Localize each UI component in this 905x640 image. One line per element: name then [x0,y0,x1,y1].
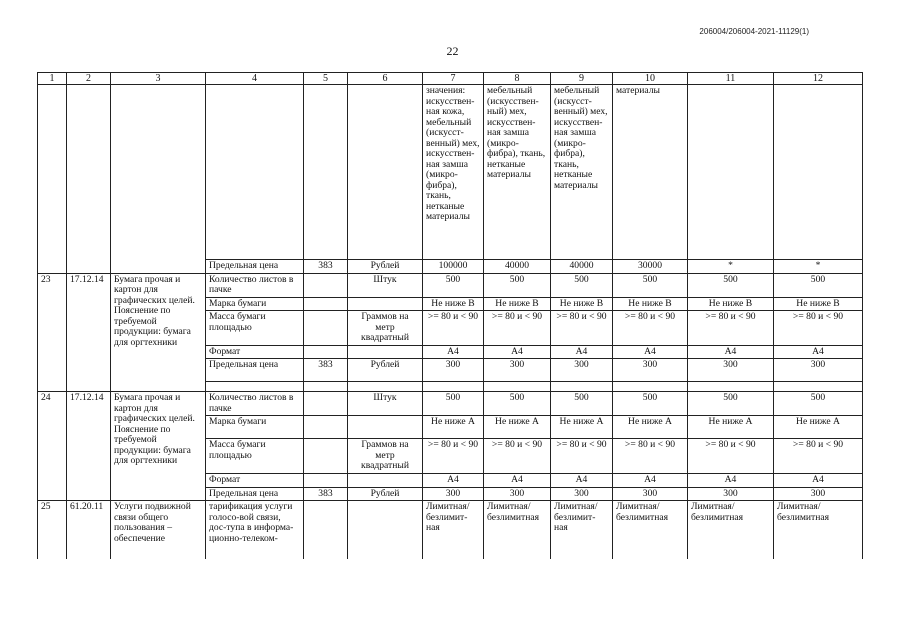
table-cell: 24 [38,392,67,501]
table-cell: Рублей [348,359,423,382]
table-cell: Не ниже В [613,297,688,311]
table-cell: 30000 [613,260,688,274]
table-row [38,392,863,416]
table-cell: 500 [613,273,688,297]
table-cell: 300 [688,359,774,382]
table-cell: 300 [423,359,484,382]
table-cell: Количество листов в пачке [206,273,304,297]
table-cell: А4 [613,474,688,488]
col-header: 6 [348,73,423,85]
table-cell: Не ниже В [774,297,863,311]
table-cell: 40000 [484,260,551,274]
table-cell: 300 [613,487,688,501]
table-cell: 500 [484,392,551,416]
table-cell: 383 [304,359,348,382]
table-cell: Не ниже В [484,297,551,311]
table-cell: Граммов на метр квадратный [348,311,423,346]
table-row [38,85,863,260]
table-cell: 40000 [551,260,613,274]
column-number-row [38,73,863,85]
table-cell: 300 [484,359,551,382]
table-cell: А4 [551,345,613,359]
table-cell: 300 [774,487,863,501]
table-cell: 17.12.14 [67,392,111,501]
table-cell: А4 [423,345,484,359]
table-cell: А4 [688,474,774,488]
table-cell: 383 [304,487,348,501]
table-cell: Не ниже В [688,297,774,311]
table-cell: Лимитная/ безлимит-ная [423,501,484,560]
table-cell: 17.12.14 [67,273,111,392]
table-cell: А4 [484,474,551,488]
table-cell: >= 80 и < 90 [551,311,613,346]
table-cell: Штук [348,392,423,416]
col-header: 3 [111,73,206,85]
table-cell: >= 80 и < 90 [423,439,484,474]
table-cell: Лимитная/ безлимит-ная [551,501,613,560]
table-cell: Лимитная/ безлимитная [688,501,774,560]
table-cell: 500 [551,392,613,416]
table-cell: Формат [206,474,304,488]
table-cell: Предельная цена [206,359,304,382]
table-cell: Предельная цена [206,487,304,501]
requirements-table [37,72,863,559]
table-cell: А4 [774,474,863,488]
table-cell: А4 [613,345,688,359]
table-cell: А4 [688,345,774,359]
col-header: 4 [206,73,304,85]
table-cell: Не ниже В [551,297,613,311]
table-cell: >= 80 и < 90 [484,439,551,474]
col-header: 8 [484,73,551,85]
table-cell: Граммов на метр квадратный [348,439,423,474]
table-cell: А4 [774,345,863,359]
table-cell: Не ниже В [423,297,484,311]
table-cell: Бумага прочая и картон для графических целей. Пояснение по требуемой продукции: бумага для оргтехники [111,273,206,392]
table-cell: Услуги подвижной связи общего пользования – обеспечение [111,501,206,560]
table-cell: >= 80 и < 90 [551,439,613,474]
table-cell: Масса бумаги площадью [206,439,304,474]
col-header: 12 [774,73,863,85]
table-cell: >= 80 и < 90 [774,439,863,474]
table-cell: А4 [423,474,484,488]
table-cell: >= 80 и < 90 [688,311,774,346]
table-cell: Лимитная/ безлимитная [774,501,863,560]
table-row [38,501,863,560]
document-id: 206004/206004-2021-11129(1) [699,27,809,36]
table-cell: мебельный (искусст-венный) мех, искусствен-ная замша (микро-фибра), ткань, нетканые материалы [551,85,613,260]
col-header: 1 [38,73,67,85]
table-cell: Не ниже А [484,416,551,439]
table-cell: Лимитная/ безлимитная [484,501,551,560]
table-cell: Не ниже А [613,416,688,439]
table-cell: 500 [484,273,551,297]
table-cell: 300 [484,487,551,501]
table-cell: Рублей [348,260,423,274]
table-cell: 500 [551,273,613,297]
table-cell: * [774,260,863,274]
table-cell: >= 80 и < 90 [484,311,551,346]
col-header: 11 [688,73,774,85]
table-cell: Не ниже А [774,416,863,439]
table-cell: Марка бумаги [206,416,304,439]
table-cell: Формат [206,345,304,359]
table-cell: 61.20.11 [67,501,111,560]
table-cell: Штук [348,273,423,297]
table-cell: >= 80 и < 90 [774,311,863,346]
table-cell: 500 [423,392,484,416]
table-cell: А4 [484,345,551,359]
table-cell: А4 [551,474,613,488]
table-cell: Не ниже А [688,416,774,439]
table-cell: Лимитная/ безлимитная [613,501,688,560]
col-header: 9 [551,73,613,85]
col-header: 2 [67,73,111,85]
table-cell: 500 [688,392,774,416]
table-cell: мебельный (искусствен-ный) мех, искусствен-ная замша (микро-фибра), ткань, нетканые материалы [484,85,551,260]
table-cell: 300 [688,487,774,501]
col-header: 5 [304,73,348,85]
table-cell: 500 [774,392,863,416]
table-cell: 500 [774,273,863,297]
table-cell: 300 [613,359,688,382]
table-row [38,273,863,297]
table-cell: 300 [551,359,613,382]
table-cell: 500 [688,273,774,297]
table-cell: 300 [423,487,484,501]
table-cell: 100000 [423,260,484,274]
table-cell: >= 80 и < 90 [688,439,774,474]
col-header: 10 [613,73,688,85]
table-cell: 383 [304,260,348,274]
table-cell: тарификация услуги голосо-вой связи, дос-тупа в информа-ционно-телеком- [206,501,304,560]
table-cell: 500 [423,273,484,297]
table-cell: >= 80 и < 90 [613,439,688,474]
table-cell: 500 [613,392,688,416]
table-cell: >= 80 и < 90 [423,311,484,346]
table-cell: Не ниже А [423,416,484,439]
table-cell: * [688,260,774,274]
col-header: 7 [423,73,484,85]
table-cell: Не ниже А [551,416,613,439]
table-cell: Предельная цена [206,260,304,274]
table-cell: 300 [774,359,863,382]
table-cell: 25 [38,501,67,560]
table-cell: >= 80 и < 90 [613,311,688,346]
table-cell: 23 [38,273,67,392]
table-cell: Масса бумаги площадью [206,311,304,346]
table-cell: Бумага прочая и картон для графических целей. Пояснение по требуемой продукции: бумага для оргтехники [111,392,206,501]
page-number: 22 [446,44,459,58]
table-cell: Марка бумаги [206,297,304,311]
table-cell: Рублей [348,487,423,501]
table-cell: значения: искусствен-ная кожа, мебельный (искусст-венный) мех, искусствен-ная замша (микро-фибра), ткань, нетканые материалы [423,85,484,260]
table-cell: Количество листов в пачке [206,392,304,416]
table-cell: материалы [613,85,688,260]
table-cell: 300 [551,487,613,501]
